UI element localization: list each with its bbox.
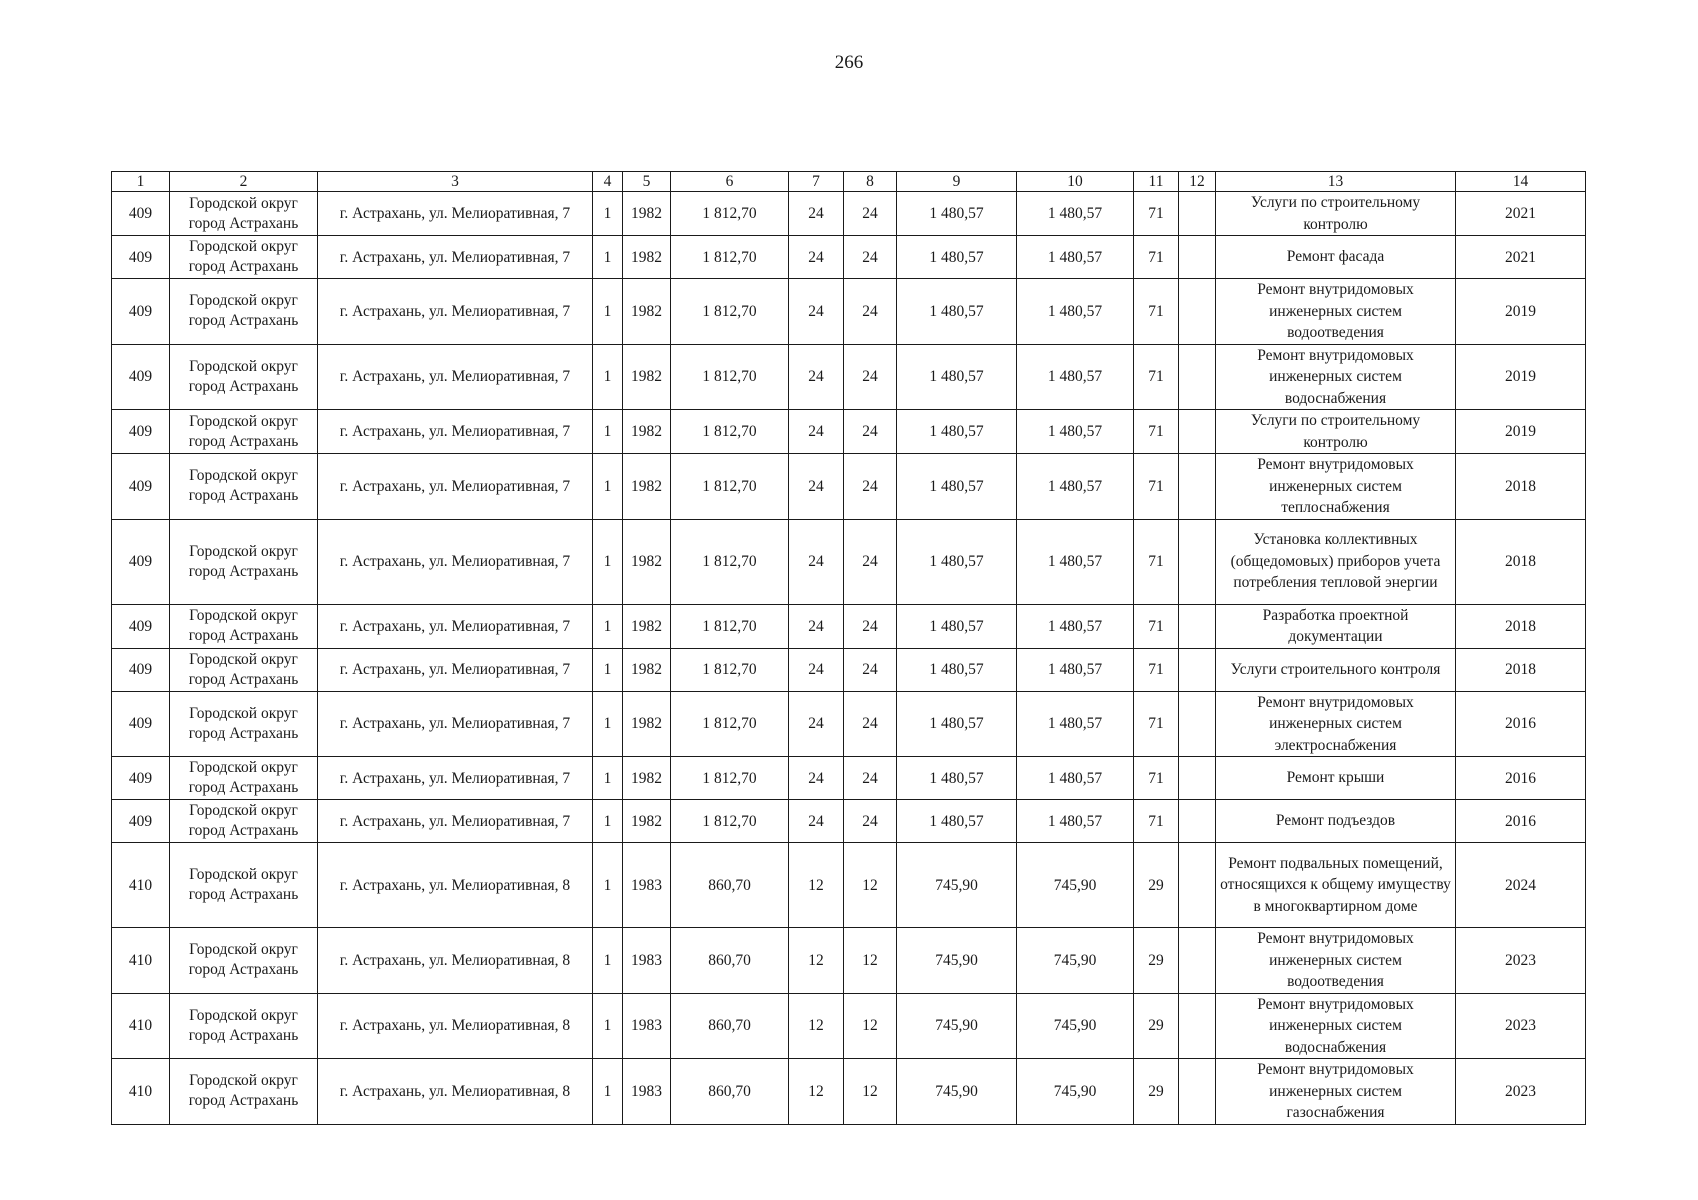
column-8-cell: 12 [844,843,897,928]
area-col-9-cell: 745,90 [897,843,1017,928]
address-cell: г. Астрахань, ул. Мелиоративная, 8 [318,1059,593,1125]
total-area-cell: 1 812,70 [671,800,789,843]
year-built-cell: 1982 [623,757,671,800]
row-number-cell: 409 [112,279,170,345]
year-built-cell: 1983 [623,1059,671,1125]
row-number-cell: 409 [112,757,170,800]
column-header: 9 [897,172,1017,192]
year-built-cell: 1982 [623,604,671,648]
municipality-cell: Городской округ город Астрахань [170,648,318,691]
column-8-cell: 24 [844,648,897,691]
area-col-9-cell: 1 480,57 [897,410,1017,454]
total-area-cell: 1 812,70 [671,757,789,800]
column-header: 7 [789,172,844,192]
column-7-cell: 24 [789,454,844,520]
area-col-10-cell: 745,90 [1017,993,1134,1059]
column-8-cell: 24 [844,604,897,648]
area-col-10-cell: 1 480,57 [1017,604,1134,648]
planned-year-cell: 2023 [1456,928,1586,994]
total-area-cell: 1 812,70 [671,410,789,454]
column-4-cell: 1 [593,800,623,843]
column-7-cell: 12 [789,993,844,1059]
row-number-cell: 409 [112,800,170,843]
row-number-cell: 409 [112,454,170,520]
column-11-cell: 29 [1134,843,1179,928]
address-cell: г. Астрахань, ул. Мелиоративная, 7 [318,519,593,604]
area-col-10-cell: 1 480,57 [1017,344,1134,410]
column-7-cell: 12 [789,928,844,994]
area-col-10-cell: 1 480,57 [1017,757,1134,800]
column-11-cell: 71 [1134,344,1179,410]
table-row [112,410,1586,454]
table-row [112,993,1586,1059]
column-4-cell: 1 [593,993,623,1059]
column-7-cell: 12 [789,843,844,928]
table-row [112,454,1586,520]
total-area-cell: 860,70 [671,993,789,1059]
total-area-cell: 1 812,70 [671,279,789,345]
year-built-cell: 1983 [623,993,671,1059]
column-11-cell: 71 [1134,192,1179,236]
address-cell: г. Астрахань, ул. Мелиоративная, 7 [318,236,593,279]
column-11-cell: 71 [1134,757,1179,800]
planned-year-cell: 2019 [1456,344,1586,410]
column-11-cell: 71 [1134,800,1179,843]
total-area-cell: 1 812,70 [671,648,789,691]
year-built-cell: 1982 [623,648,671,691]
column-4-cell: 1 [593,843,623,928]
table-row [112,648,1586,691]
total-area-cell: 1 812,70 [671,519,789,604]
total-area-cell: 1 812,70 [671,192,789,236]
municipality-cell: Городской округ город Астрахань [170,344,318,410]
column-7-cell: 24 [789,410,844,454]
area-col-10-cell: 1 480,57 [1017,691,1134,757]
municipality-cell: Городской округ город Астрахань [170,604,318,648]
planned-year-cell: 2021 [1456,236,1586,279]
page-number: 266 [834,52,864,73]
municipality-cell: Городской округ город Астрахань [170,192,318,236]
column-12-cell [1179,1059,1216,1125]
total-area-cell: 1 812,70 [671,454,789,520]
table-row [112,236,1586,279]
work-type-cell: Услуги по строительному контролю [1216,410,1456,454]
column-header: 14 [1456,172,1586,192]
area-col-10-cell: 745,90 [1017,928,1134,994]
column-12-cell [1179,519,1216,604]
area-col-9-cell: 1 480,57 [897,454,1017,520]
column-12-cell [1179,454,1216,520]
municipality-cell: Городской округ город Астрахань [170,1059,318,1125]
column-12-cell [1179,757,1216,800]
capital-repair-table [111,171,1586,1125]
planned-year-cell: 2018 [1456,648,1586,691]
year-built-cell: 1983 [623,843,671,928]
column-header: 12 [1179,172,1216,192]
row-number-cell: 409 [112,344,170,410]
row-number-cell: 410 [112,993,170,1059]
column-7-cell: 24 [789,279,844,345]
year-built-cell: 1982 [623,691,671,757]
work-type-cell: Ремонт подвальных помещений, относящихся к общему имуществу в многоквартирном доме [1216,843,1456,928]
area-col-10-cell: 1 480,57 [1017,236,1134,279]
municipality-cell: Городской округ город Астрахань [170,519,318,604]
column-8-cell: 12 [844,1059,897,1125]
row-number-cell: 410 [112,928,170,994]
column-11-cell: 29 [1134,928,1179,994]
planned-year-cell: 2019 [1456,279,1586,345]
column-12-cell [1179,236,1216,279]
total-area-cell: 1 812,70 [671,344,789,410]
row-number-cell: 410 [112,843,170,928]
column-7-cell: 24 [789,604,844,648]
column-4-cell: 1 [593,410,623,454]
municipality-cell: Городской округ город Астрахань [170,410,318,454]
total-area-cell: 1 812,70 [671,604,789,648]
planned-year-cell: 2023 [1456,993,1586,1059]
area-col-9-cell: 1 480,57 [897,344,1017,410]
planned-year-cell: 2018 [1456,519,1586,604]
column-7-cell: 24 [789,236,844,279]
planned-year-cell: 2018 [1456,454,1586,520]
column-4-cell: 1 [593,344,623,410]
address-cell: г. Астрахань, ул. Мелиоративная, 7 [318,454,593,520]
column-8-cell: 24 [844,279,897,345]
area-col-9-cell: 1 480,57 [897,757,1017,800]
year-built-cell: 1982 [623,236,671,279]
address-cell: г. Астрахань, ул. Мелиоративная, 7 [318,410,593,454]
column-8-cell: 24 [844,691,897,757]
address-cell: г. Астрахань, ул. Мелиоративная, 7 [318,648,593,691]
column-4-cell: 1 [593,236,623,279]
area-col-10-cell: 1 480,57 [1017,648,1134,691]
table-row [112,757,1586,800]
address-cell: г. Астрахань, ул. Мелиоративная, 8 [318,843,593,928]
planned-year-cell: 2018 [1456,604,1586,648]
area-col-9-cell: 1 480,57 [897,519,1017,604]
total-area-cell: 860,70 [671,1059,789,1125]
column-12-cell [1179,410,1216,454]
column-8-cell: 24 [844,519,897,604]
year-built-cell: 1982 [623,344,671,410]
work-type-cell: Ремонт крыши [1216,757,1456,800]
municipality-cell: Городской округ город Астрахань [170,279,318,345]
area-col-10-cell: 1 480,57 [1017,410,1134,454]
work-type-cell: Ремонт фасада [1216,236,1456,279]
work-type-cell: Услуги по строительному контролю [1216,192,1456,236]
column-4-cell: 1 [593,928,623,994]
column-12-cell [1179,192,1216,236]
work-type-cell: Ремонт внутридомовых инженерных систем водоснабжения [1216,993,1456,1059]
municipality-cell: Городской округ город Астрахань [170,928,318,994]
column-header: 3 [318,172,593,192]
total-area-cell: 860,70 [671,928,789,994]
work-type-cell: Ремонт подъездов [1216,800,1456,843]
column-8-cell: 24 [844,192,897,236]
column-12-cell [1179,800,1216,843]
work-type-cell: Ремонт внутридомовых инженерных систем теплоснабжения [1216,454,1456,520]
column-4-cell: 1 [593,604,623,648]
planned-year-cell: 2019 [1456,410,1586,454]
row-number-cell: 409 [112,236,170,279]
column-8-cell: 24 [844,344,897,410]
column-12-cell [1179,279,1216,345]
municipality-cell: Городской округ город Астрахань [170,691,318,757]
column-header: 1 [112,172,170,192]
table-row [112,928,1586,994]
work-type-cell: Ремонт внутридомовых инженерных систем водоотведения [1216,279,1456,345]
address-cell: г. Астрахань, ул. Мелиоративная, 8 [318,928,593,994]
column-7-cell: 24 [789,757,844,800]
planned-year-cell: 2024 [1456,843,1586,928]
column-8-cell: 24 [844,236,897,279]
column-11-cell: 71 [1134,691,1179,757]
column-11-cell: 29 [1134,1059,1179,1125]
table-row [112,1059,1586,1125]
row-number-cell: 410 [112,1059,170,1125]
year-built-cell: 1982 [623,279,671,345]
municipality-cell: Городской округ город Астрахань [170,454,318,520]
column-7-cell: 24 [789,800,844,843]
column-header: 4 [593,172,623,192]
column-number-row [112,172,1586,192]
address-cell: г. Астрахань, ул. Мелиоративная, 7 [318,604,593,648]
area-col-9-cell: 1 480,57 [897,604,1017,648]
column-8-cell: 12 [844,993,897,1059]
address-cell: г. Астрахань, ул. Мелиоративная, 7 [318,691,593,757]
column-header: 5 [623,172,671,192]
work-type-cell: Ремонт внутридомовых инженерных систем водоотведения [1216,928,1456,994]
column-header: 6 [671,172,789,192]
area-col-10-cell: 1 480,57 [1017,454,1134,520]
year-built-cell: 1982 [623,192,671,236]
column-7-cell: 24 [789,519,844,604]
area-col-9-cell: 1 480,57 [897,800,1017,843]
municipality-cell: Городской округ город Астрахань [170,993,318,1059]
column-8-cell: 24 [844,454,897,520]
area-col-9-cell: 1 480,57 [897,691,1017,757]
table-row [112,691,1586,757]
address-cell: г. Астрахань, ул. Мелиоративная, 8 [318,993,593,1059]
column-8-cell: 24 [844,757,897,800]
column-12-cell [1179,691,1216,757]
column-11-cell: 71 [1134,519,1179,604]
table-body [112,192,1586,1125]
table-row [112,843,1586,928]
municipality-cell: Городской округ город Астрахань [170,236,318,279]
column-header: 8 [844,172,897,192]
table-row [112,192,1586,236]
column-7-cell: 24 [789,691,844,757]
row-number-cell: 409 [112,648,170,691]
column-11-cell: 71 [1134,410,1179,454]
address-cell: г. Астрахань, ул. Мелиоративная, 7 [318,800,593,843]
column-7-cell: 24 [789,648,844,691]
column-7-cell: 24 [789,344,844,410]
column-7-cell: 12 [789,1059,844,1125]
total-area-cell: 860,70 [671,843,789,928]
work-type-cell: Услуги строительного контроля [1216,648,1456,691]
area-col-9-cell: 1 480,57 [897,648,1017,691]
table-row [112,519,1586,604]
column-4-cell: 1 [593,279,623,345]
column-4-cell: 1 [593,519,623,604]
area-col-10-cell: 745,90 [1017,843,1134,928]
area-col-10-cell: 1 480,57 [1017,279,1134,345]
row-number-cell: 409 [112,519,170,604]
column-4-cell: 1 [593,757,623,800]
work-type-cell: Ремонт внутридомовых инженерных систем водоснабжения [1216,344,1456,410]
column-12-cell [1179,993,1216,1059]
column-8-cell: 24 [844,800,897,843]
planned-year-cell: 2021 [1456,192,1586,236]
column-header: 2 [170,172,318,192]
planned-year-cell: 2016 [1456,800,1586,843]
column-header: 13 [1216,172,1456,192]
table-row [112,279,1586,345]
column-header: 11 [1134,172,1179,192]
column-11-cell: 71 [1134,454,1179,520]
row-number-cell: 409 [112,604,170,648]
area-col-9-cell: 1 480,57 [897,192,1017,236]
column-12-cell [1179,344,1216,410]
table-row [112,604,1586,648]
area-col-9-cell: 745,90 [897,993,1017,1059]
area-col-10-cell: 745,90 [1017,1059,1134,1125]
column-8-cell: 12 [844,928,897,994]
column-12-cell [1179,648,1216,691]
year-built-cell: 1982 [623,519,671,604]
address-cell: г. Астрахань, ул. Мелиоративная, 7 [318,344,593,410]
column-12-cell [1179,843,1216,928]
address-cell: г. Астрахань, ул. Мелиоративная, 7 [318,757,593,800]
municipality-cell: Городской округ город Астрахань [170,800,318,843]
area-col-9-cell: 745,90 [897,1059,1017,1125]
work-type-cell: Ремонт внутридомовых инженерных систем газоснабжения [1216,1059,1456,1125]
table-row [112,800,1586,843]
column-4-cell: 1 [593,691,623,757]
table-row [112,344,1586,410]
year-built-cell: 1982 [623,454,671,520]
year-built-cell: 1982 [623,800,671,843]
work-type-cell: Ремонт внутридомовых инженерных систем электроснабжения [1216,691,1456,757]
address-cell: г. Астрахань, ул. Мелиоративная, 7 [318,192,593,236]
work-type-cell: Установка коллективных (общедомовых) приборов учета потребления тепловой энергии [1216,519,1456,604]
work-type-cell: Разработка проектной документации [1216,604,1456,648]
column-4-cell: 1 [593,1059,623,1125]
row-number-cell: 409 [112,691,170,757]
column-7-cell: 24 [789,192,844,236]
row-number-cell: 409 [112,410,170,454]
column-8-cell: 24 [844,410,897,454]
planned-year-cell: 2023 [1456,1059,1586,1125]
column-12-cell [1179,928,1216,994]
column-12-cell [1179,604,1216,648]
column-11-cell: 29 [1134,993,1179,1059]
planned-year-cell: 2016 [1456,691,1586,757]
column-4-cell: 1 [593,192,623,236]
municipality-cell: Городской округ город Астрахань [170,757,318,800]
column-header: 10 [1017,172,1134,192]
year-built-cell: 1982 [623,410,671,454]
year-built-cell: 1983 [623,928,671,994]
area-col-10-cell: 1 480,57 [1017,800,1134,843]
column-11-cell: 71 [1134,279,1179,345]
address-cell: г. Астрахань, ул. Мелиоративная, 7 [318,279,593,345]
column-4-cell: 1 [593,454,623,520]
municipality-cell: Городской округ город Астрахань [170,843,318,928]
column-11-cell: 71 [1134,236,1179,279]
column-11-cell: 71 [1134,604,1179,648]
planned-year-cell: 2016 [1456,757,1586,800]
area-col-10-cell: 1 480,57 [1017,192,1134,236]
row-number-cell: 409 [112,192,170,236]
column-4-cell: 1 [593,648,623,691]
area-col-9-cell: 745,90 [897,928,1017,994]
total-area-cell: 1 812,70 [671,691,789,757]
total-area-cell: 1 812,70 [671,236,789,279]
area-col-9-cell: 1 480,57 [897,279,1017,345]
column-11-cell: 71 [1134,648,1179,691]
area-col-9-cell: 1 480,57 [897,236,1017,279]
area-col-10-cell: 1 480,57 [1017,519,1134,604]
